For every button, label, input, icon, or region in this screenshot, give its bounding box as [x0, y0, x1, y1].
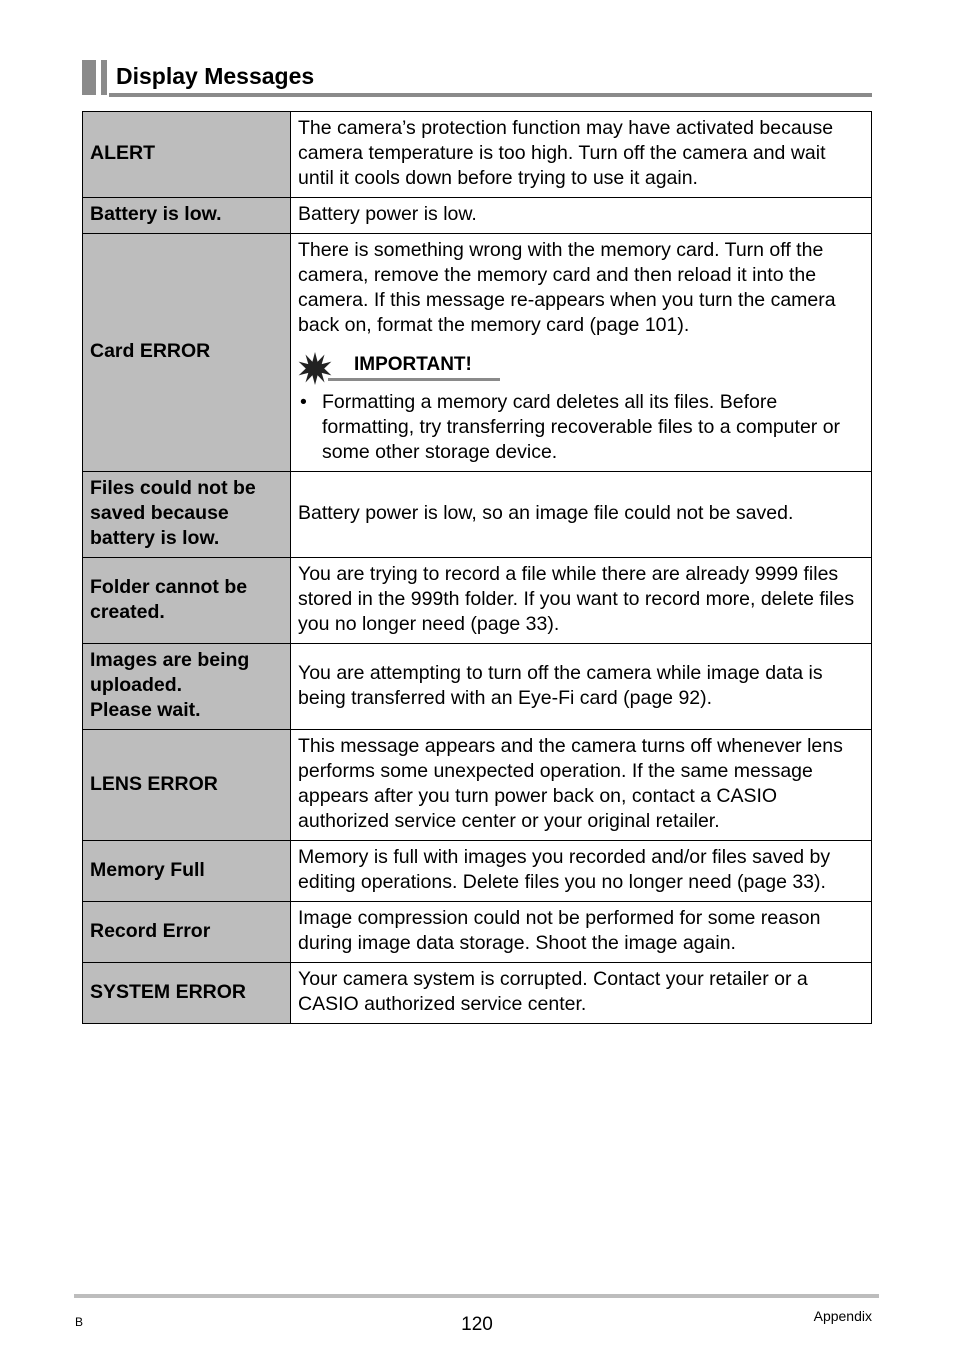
footer-rule	[74, 1294, 879, 1298]
message-description: Memory is full with images you recorded and/or files saved by editing operations. Delete files you no longer need (page 33).	[291, 841, 872, 902]
message-description: This message appears and the camera turns off whenever lens performs some unexpected operation. If the same message appears after you turn power back on, contact a CASIO authorized service center or your original retailer.	[291, 730, 872, 841]
message-description-cell	[291, 234, 872, 472]
page-number: 120	[461, 1314, 493, 1335]
message-description: There is something wrong with the memory card. Turn off the camera, remove the memory card and then reload it into the camera. If this message re-appears when you turn the camera back on, format the memory card (page 101).	[298, 239, 836, 336]
table-row	[83, 730, 872, 841]
message-name-cell	[83, 644, 291, 730]
important-burst-icon	[298, 352, 332, 386]
heading-bar	[101, 60, 107, 95]
heading-rule	[109, 93, 872, 97]
important-label: IMPORTANT!	[354, 354, 472, 375]
table-row	[83, 644, 872, 730]
table-row	[83, 234, 872, 472]
message-name: Battery is low.	[83, 198, 291, 234]
message-description: The camera’s protection function may have activated because camera temperature is too high. Turn off the camera and wait until it cools down before trying to use it again.	[291, 112, 872, 198]
message-name: Record Error	[83, 902, 291, 963]
message-name: Memory Full	[83, 841, 291, 902]
table-row	[83, 841, 872, 902]
message-name-line2: Please wait.	[90, 699, 201, 721]
message-description: You are attempting to turn off the camera while image data is being transferred with an Eye-Fi card (page 92).	[291, 644, 872, 730]
message-name: Folder cannot be created.	[83, 558, 291, 644]
display-messages-table	[82, 111, 872, 1024]
footer-section-name: Appendix	[813, 1308, 872, 1324]
table-row	[83, 963, 872, 1024]
table-row	[83, 902, 872, 963]
table-row	[83, 198, 872, 234]
table-row	[83, 112, 872, 198]
message-description: Your camera system is corrupted. Contact your retailer or a CASIO authorized service center.	[291, 963, 872, 1024]
section-heading	[82, 60, 872, 98]
heading-bar	[82, 60, 96, 95]
list-item	[298, 390, 864, 465]
message-name: Card ERROR	[83, 234, 291, 472]
table-row	[83, 472, 872, 558]
table-row	[83, 558, 872, 644]
message-name: SYSTEM ERROR	[83, 963, 291, 1024]
message-description: Image compression could not be performed for some reason during image data storage. Shoot the image again.	[291, 902, 872, 963]
footer-language-code: B	[75, 1315, 84, 1329]
message-name: LENS ERROR	[83, 730, 291, 841]
page-title: Display Messages	[116, 63, 315, 89]
important-note-header	[298, 352, 500, 384]
message-description: You are trying to record a file while there are already 9999 files stored in the 999th folder. If you want to record more, delete files you no longer need (page 33).	[291, 558, 872, 644]
message-description: Battery power is low.	[291, 198, 872, 234]
message-name: Files could not be saved because battery is low.	[83, 472, 291, 558]
important-underline	[328, 378, 500, 381]
message-name: Images are being uploaded.	[90, 649, 250, 696]
message-name: ALERT	[83, 112, 291, 198]
bullet-text: Formatting a memory card deletes all its files. Before formatting, try transferring recoverable files to a computer or some other storage device.	[322, 391, 841, 463]
bullet-mark: •	[300, 391, 307, 413]
message-description: Battery power is low, so an image file could not be saved.	[291, 472, 872, 558]
